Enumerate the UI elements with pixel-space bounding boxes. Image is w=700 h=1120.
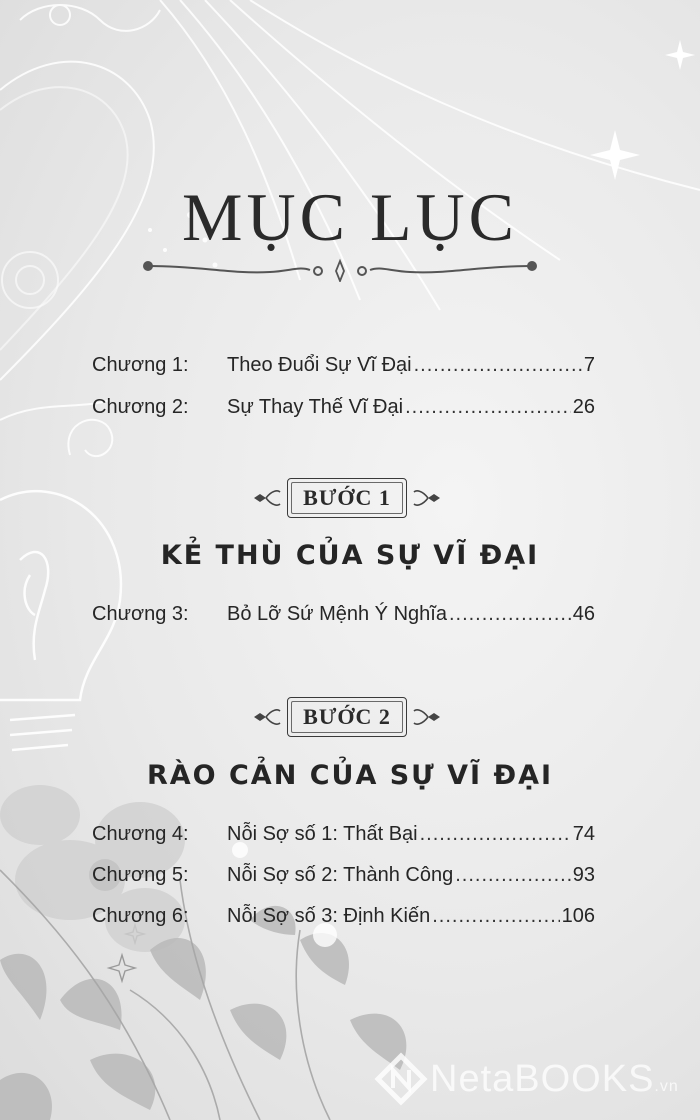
toc-entry-chapter-2[interactable]: [92, 396, 595, 426]
step-ornament-icon: [252, 705, 282, 729]
toc-entry-chapter-1[interactable]: [92, 354, 595, 384]
chapter-title: Nỗi Sợ số 3: Định Kiến: [227, 905, 431, 927]
page-number: 74: [572, 823, 595, 845]
step-ornament-icon: [412, 705, 442, 729]
page-number: 26: [572, 396, 595, 418]
step-ornament-icon: [412, 486, 442, 510]
leaf-icon: [0, 906, 406, 1120]
section-title: RÀO CẢN CỦA SỰ VĨ ĐẠI: [146, 760, 554, 791]
watermark-suffix: .vn: [654, 1078, 679, 1095]
watermark-text: [430, 1058, 679, 1101]
chapter-label: Chương 3:: [92, 603, 189, 625]
chapter-title: Bỏ Lỡ Sứ Mệnh Ý Nghĩa: [227, 603, 447, 625]
chapter-label: Chương 5:: [92, 864, 189, 886]
step-ornament-icon: [252, 486, 282, 510]
chapter-label: Chương 1:: [92, 354, 189, 376]
dot-leader: [420, 823, 571, 846]
toc-entry-chapter-6[interactable]: [92, 905, 595, 935]
step-badge: BƯỚC 2: [287, 697, 407, 737]
page-number: 93: [572, 864, 595, 886]
page-number: 46: [572, 603, 595, 625]
toc-entry-chapter-4[interactable]: [92, 823, 595, 853]
watermark-brand: NetaBOOKS: [430, 1058, 655, 1100]
chapter-title: Nỗi Sợ số 1: Thất Bại: [227, 823, 418, 845]
sparkle-icon: [590, 40, 695, 180]
dot-leader: [414, 354, 582, 377]
chapter-title: Nỗi Sợ số 2: Thành Công: [227, 864, 454, 886]
chapter-label: Chương 6:: [92, 905, 189, 927]
dot-leader: [405, 396, 571, 419]
step-1-header: [0, 478, 700, 524]
page-number: 7: [583, 354, 595, 376]
toc-entry-chapter-5[interactable]: [92, 864, 595, 894]
chapter-label: Chương 4:: [92, 823, 189, 845]
chapter-title: Sự Thay Thế Vĩ Đại: [227, 396, 404, 418]
chapter-label: Chương 2:: [92, 396, 189, 418]
page-title: MỤC LỤC: [182, 179, 518, 255]
toc-entry-chapter-3[interactable]: [92, 603, 595, 633]
dot-leader: [432, 905, 559, 928]
step-2-header: [0, 697, 700, 743]
divider-ornament-icon: [140, 252, 540, 282]
dot-leader: [449, 603, 571, 626]
section-title: KẺ THÙ CỦA SỰ VĨ ĐẠI: [160, 540, 540, 571]
step-badge: BƯỚC 1: [287, 478, 407, 518]
chapter-title: Theo Đuổi Sự Vĩ Đại: [227, 354, 412, 376]
page-number: 106: [561, 905, 595, 927]
dot-leader: [455, 864, 571, 887]
